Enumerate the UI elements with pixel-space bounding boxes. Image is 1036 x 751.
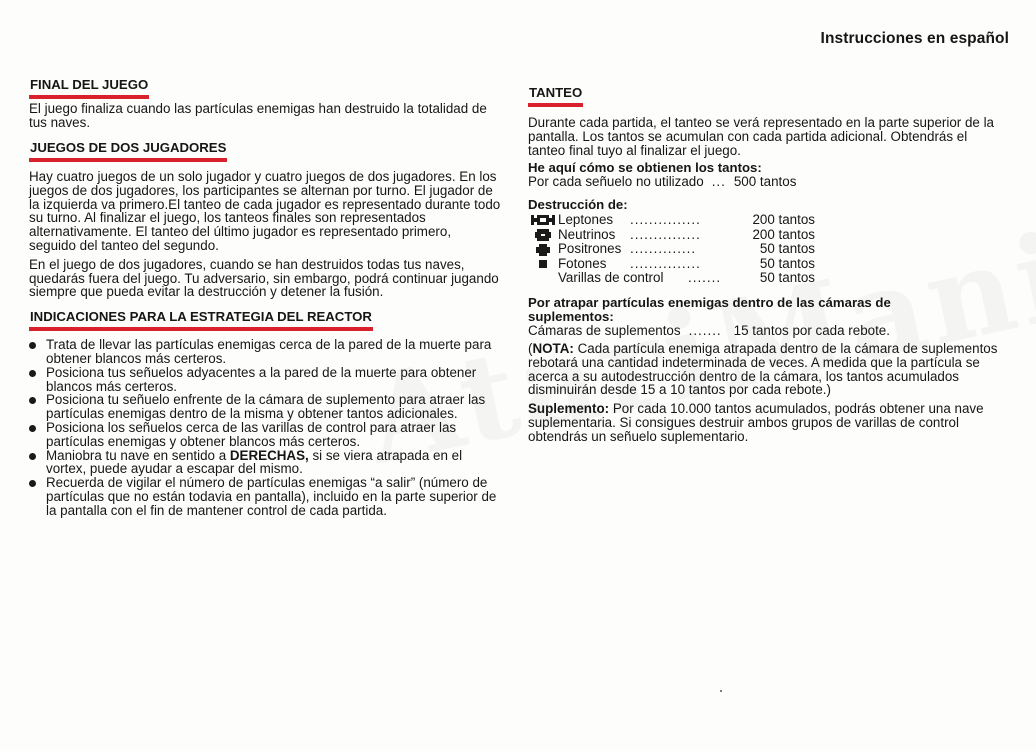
- bullet-icon: [29, 425, 36, 432]
- section-final: [29, 76, 501, 130]
- page-speck: [720, 690, 722, 692]
- bullet-icon: [29, 370, 36, 377]
- heading-final: FINAL DEL JUEGO: [29, 77, 149, 99]
- heading-tanteo: TANTEO: [528, 85, 583, 107]
- bullet-icon: [29, 480, 36, 487]
- foton-icon: [528, 257, 558, 271]
- right-column: [528, 84, 1003, 444]
- list-item: [29, 421, 501, 449]
- left-column: [29, 76, 501, 518]
- section-estrategia: [29, 308, 501, 518]
- unused-decoy-row: [528, 175, 1003, 190]
- leader-dots: ...............: [630, 227, 701, 242]
- final-text: El juego finaliza cuando las partículas enemigas han destruido la totalidad de tus naves.: [29, 101, 487, 130]
- bullet-icon: [29, 342, 36, 349]
- suplemento-body: Por cada 10.000 tantos acumulados, podrás obtener una nave suplementaria. Si consigues destruir ambos grupos de varillas de control obtendrás un señuelo suplementario.: [528, 401, 984, 444]
- bullet-text: Recuerda de vigilar el número de partículas enemigas “a salir” (número de partículas que no están todavia en pantalla), incluido en la parte superior de la pantalla con el fin de mantener control de cada partida.: [46, 475, 497, 518]
- leader-dots: .......: [688, 323, 722, 339]
- table-row: [528, 213, 1003, 228]
- section-tanteo: [528, 84, 1003, 158]
- table-row: [528, 257, 1003, 272]
- heading-estrategia: INDICACIONES PARA LA ESTRATEGIA DEL REACTOR: [29, 309, 373, 331]
- list-item: [29, 449, 501, 477]
- table-row: [528, 242, 1003, 257]
- suplementos-heading: Por atrapar partículas enemigas dentro de las cámaras de suplementos:: [528, 295, 891, 325]
- tanteo-text: Durante cada partida, el tanteo se verá representado en la parte superior de la pantalla. Los tantos se acumulan con cada partida adicional. Obtendrás el tanteo final tuyo al finalizar el juego.: [528, 115, 994, 158]
- leader-dots: ...............: [630, 213, 701, 228]
- supplement-chamber-points: 15 tantos por cada rebote.: [733, 323, 890, 339]
- bullet-text: si se viera atrapada en el vortex, puede ayudar a escapar del mismo.: [46, 447, 463, 477]
- heading-dos-jugadores: JUEGOS DE DOS JUGADORES: [29, 140, 227, 162]
- strategy-list: [29, 338, 501, 517]
- leader-dots: ...: [711, 173, 726, 189]
- row-points: 50 tantos: [759, 241, 815, 257]
- leader-dots: .......: [688, 271, 722, 286]
- dos-text-1: Hay cuatro juegos de un solo jugador y cuatro juegos de dos jugadores. En los juegos de dos jugadores, los participantes se alternan por turno. El jugador de la izquierda va primero.El tanteo de cada jugador es representado durante todo su turno. Al finalizar el juego, los tanteos finales son representados alternativamente. El tanteo del último jugador es representado primero, seguido del tanteo del segundo.: [29, 168, 501, 253]
- list-item: [29, 393, 501, 421]
- table-row: [528, 228, 1003, 243]
- row-icon-empty: [528, 272, 558, 286]
- bullet-text: Posiciona tus señuelos adyacentes a la pared de la muerte para obtener blancos más certeros.: [46, 364, 477, 394]
- nota-body: Cada partícula enemiga atrapada dentro de la cámara de suplementos rebotará una cantidad indeterminada de veces. A medida que la partícula se acerca a su autodestrucción dentro de la cámara, los tantos acumulados disminuirán desde 15 a 10 tantos por cada rebote.): [528, 341, 998, 398]
- bullet-text: Trata de llevar las partículas enemigas cerca de la pared de la muerte para obtener blancos más certeros.: [46, 337, 492, 367]
- bullet-text-bold: DERECHAS,: [229, 447, 309, 463]
- row-name: Leptones: [558, 212, 614, 228]
- unused-decoy-label: Por cada señuelo no utilizado: [528, 173, 704, 189]
- supplement-chamber-label: Cámaras de suplementos: [528, 323, 681, 339]
- list-item: [29, 476, 501, 517]
- section-suplementos: [528, 296, 1003, 338]
- bullet-text: Posiciona los señuelos cerca de las varillas de control para atraer las partículas enemigas y obtener blancos más certeros.: [46, 420, 457, 449]
- leader-dots: ...............: [630, 256, 701, 271]
- row-name: Neutrinos: [558, 226, 616, 242]
- nota-label: NOTA:: [532, 341, 574, 357]
- bullet-text: Posiciona tu señuelo enfrente de la cámara de suplemento para atraer las partículas enemigas dentro de la misma y obtener tantos adicionales.: [46, 392, 486, 422]
- list-item: [29, 338, 501, 366]
- section-dos-jugadores: [29, 139, 501, 299]
- suplemento-text: [528, 402, 1003, 443]
- row-points: 50 tantos: [759, 255, 815, 271]
- como-heading: He aquí cómo se obtienen los tantos:: [528, 159, 762, 175]
- row-points: 200 tantos: [752, 212, 815, 228]
- row-name: Varillas de control: [558, 270, 664, 286]
- list-item: [29, 366, 501, 394]
- nota-open-paren: (: [528, 341, 533, 357]
- destruction-table: [528, 213, 1003, 286]
- bullet-icon: [29, 453, 36, 460]
- nota-text: [528, 342, 1003, 397]
- suplemento-label: Suplemento:: [528, 401, 610, 417]
- destruccion-heading: Destrucción de:: [528, 197, 628, 213]
- neutrino-icon: [528, 228, 558, 242]
- dos-text-2: En el juego de dos jugadores, cuando se han destruidos todas tus naves, quedarás fuera del juego. Tu adversario, sin embargo, podrá continuar jugando siempre que pueda evitar la destrucción y detener la fusión.: [29, 256, 499, 300]
- row-name: Fotones: [558, 255, 607, 271]
- positron-icon: [528, 243, 558, 257]
- bullet-text: Maniobra tu nave en sentido a: [46, 447, 230, 463]
- section-como: [528, 161, 1003, 190]
- table-row: [528, 271, 1003, 286]
- row-points: 50 tantos: [759, 270, 815, 286]
- section-destruccion: [528, 198, 1003, 286]
- supplement-chamber-row: [528, 324, 1003, 338]
- unused-decoy-points: 500 tantos: [733, 173, 797, 189]
- bullet-icon: [29, 397, 36, 404]
- leader-dots: ..............: [630, 242, 697, 257]
- lepton-icon: [528, 213, 558, 227]
- row-name: Positrones: [558, 241, 622, 257]
- row-points: 200 tantos: [752, 226, 815, 242]
- page-header: Instrucciones en español: [820, 30, 1009, 47]
